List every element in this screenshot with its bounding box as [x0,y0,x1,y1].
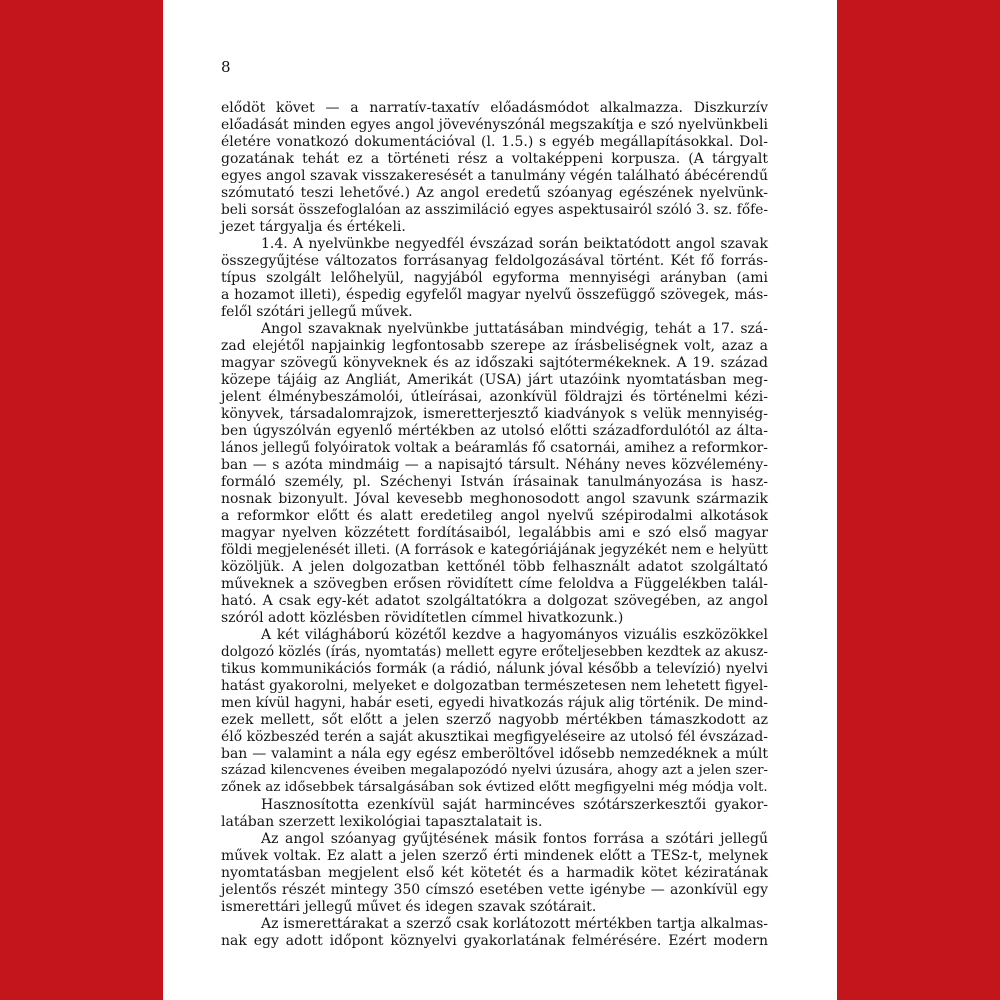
text-line: könyvek, társadalomrajzok, ismeretterjesztő kiadványok s velük mennyiség- [221,406,768,422]
text-line: magyar szövegű könyveknek és az időszaki sajtótermékeknek. A 19. század [221,355,768,371]
text-line: élő közbeszéd terén a saját akusztikai megfigyeléseire az utolsó fél évszázad- [221,729,768,745]
text-line: lános jellegű folyóiratok voltak a beáramlás fő csatornái, amihez a reformkor- [221,440,768,456]
text-line: dolgozó közlés (írás, nyomtatás) mellett egyre erőteljesebben kezdtek az akusz- [221,644,768,660]
text-line: Angol szavaknak nyelvünkbe juttatásában mindvégig, tehát a 17. szá- [261,321,768,337]
text-line: közöljük. A jelen dolgozatban kettőnél több felhasznált adatot szolgáltató [221,559,768,575]
text-line: ben úgyszólván egyenlő mértékben az utolsó előtti századfordulótól az álta- [221,423,768,439]
text-line: előadását minden egyes angol jövevényszónál megszakítja e szó nyelvünkbeli [221,117,768,133]
text-line: a reformkor előtt és alatt eredetileg angol nyelvű szépirodalmi alkotások [221,508,768,524]
text-line: nyomtatásban megjelent első két kötetét és a harmadik kötet kéziratának [221,865,768,881]
text-line: zőnek az idősebbek társalgásában sok évtized előtt megfigyelni még módja volt. [221,780,768,795]
text-line: jelent élménybeszámolói, útleírásai, azonkívül földrajzi és történelmi kézi- [221,389,768,405]
text-line: típus szolgált lelőhelyül, nagyjából egyforma mennyiségi arányban (ami [221,270,768,286]
text-line: formáló személy, pl. Széchenyi István írásainak tanulmányozása is hasz- [221,474,768,490]
text-line: ban — valamint a nála egy egész emberöltővel idősebb nemzedéknek a múlt [221,746,768,762]
text-line: elődöt követ — a narratív-taxatív előadásmódot alkalmazza. Diszkurzív [221,100,768,116]
text-line: Az ismerettárakat a szerző csak korlátozott mértékben tartja alkalmas- [261,916,768,932]
text-line: felől szótári jellegű művek. [221,304,413,320]
page-number: 8 [221,58,231,76]
text-line: művek voltak. Ez alatt a jelen szerző érti mindenek előtt a TESz-t, melynek [221,848,768,864]
text-line: szóról adott közlésben rövidítetlen címmel hivatkozunk.) [221,610,624,626]
text-line: közepe tájáig az Angliát, Amerikát (USA) járt utazóink nyomtatásban meg- [221,372,768,388]
text-line: ban — s azóta mindmáig — a napisajtó társult. Néhány neves közvélemény- [221,457,768,473]
text-line: ezek mellett, sőt előtt a jelen szerző nagyobb mértékben támaszkodott az [221,712,768,728]
text-line: nak egy adott időpont köznyelvi gyakorlatának felmérésére. Ezért modern [221,933,768,949]
text-line: Az angol szóanyag gyűjtésének másik fontos forrása a szótári jellegű [261,831,768,847]
text-line: összegyűjtése változatos forrásanyag feldolgozásával történt. Két fő forrás- [221,253,768,269]
text-line: latában szerzett lexikológiai tapasztalatait is. [221,814,543,830]
text-line: gozatának tehát ez a történeti rész a voltaképpeni korpusza. (A tárgyalt [221,151,768,167]
text-line: a hozamot illeti), éspedig egyfelől magyar nyelvű összefüggő szövegek, más- [221,287,768,303]
text-line: zad elejétől napjainkig legfontosabb szerepe az írásbeliségnek volt, azaz a [221,338,768,354]
text-line: men kívül hagyni, habár eseti, egyedi hivatkozás rájuk alig történik. De mind- [221,695,768,711]
text-line: életére vonatkozó dokumentációval (l. 1.5.) s egyéb megállapításokkal. Dol- [221,134,768,150]
text-line: egyes angol szavak visszakeresését a tanulmány végén található ábécérendű [221,168,768,184]
text-line: jelentős részét mintegy 350 címszó esetében vette igénybe — azonkívül egy [221,882,768,898]
text-line: földi megjelenését illeti. (A források e kategóriájának jegyzékét nem e helyütt [221,542,768,558]
text-line: szómutató teszi lehetővé.) Az angol eredetű szóanyag egészének nyelvünk- [221,185,768,201]
text-line: A két világháború közétől kezdve a hagyományos vizuális eszközökkel [261,627,768,643]
text-line: jezet tárgyalja és értékeli. [221,219,406,235]
text-line: ismerettári jellegű művet és idegen szavak szótárait. [221,899,597,915]
text-line: 1.4. A nyelvünkbe negyedfél évszázad során beiktatódott angol szavak [261,236,768,252]
text-line: beli sorsát összefoglalóan az asszimiláció egyes aspektusairól szóló 3. sz. főfe- [221,202,768,218]
text-line: ható. A csak egy-két adatot szolgáltatókra a dolgozat szövegében, az angol [221,593,768,609]
text-line: magyar nyelven közzétett fordításaiból, legalábbis ami e szó első magyar [221,525,768,541]
text-line: század kilencvenes éveiben megalapozódó nyelvi úzusára, ahogy azt a jelen szer- [221,763,768,778]
book-page [163,0,837,1000]
text-line: hatást gyakorolni, melyeket e dolgozatban természetesen nem lehetett figyel- [221,678,768,694]
text-line: tikus kommunikációs formák (a rádió, nálunk jóval később a televízió) nyelvi [221,661,768,677]
text-line: nosnak bizonyult. Jóval kevesebb meghonosodott angol szavunk származik [221,491,768,507]
text-line: műveknek a szövegben erősen rövidített címe feloldva a Függelékben talál- [221,576,768,592]
text-line: Hasznosította ezenkívül saját harmincéves szótárszerkesztői gyakor- [261,797,768,813]
